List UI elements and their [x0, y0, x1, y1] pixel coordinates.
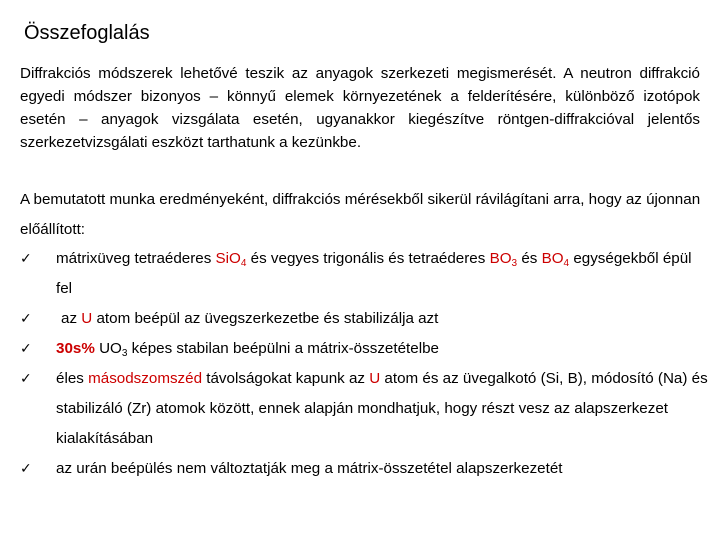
intro-paragraph: Diffrakciós módszerek lehetővé teszik az anyagok szerkezeti megismerését. A neutron diffrakció egyedi módszer bizonyos – könnyű elemek környezetének a felderítésére, különböző izotópok esetén – anyagok vizsgálata esetén, ugyanakkor kiegészítve röntgen-diffrakcióval jelentős szerkezetvizsgálati eszközt tarthatunk a kezünkbe. [20, 65, 700, 151]
bullet-text: az urán beépülés nem változtatják meg a mátrix-összetétel alapszerkezetét [56, 460, 563, 477]
list-item-matrix [20, 454, 710, 484]
bo4-formula: $BO_4$ [541, 250, 570, 269]
bullet-text: éles másodszomszéd távolságokat kapunk az U atom és az üvegalkotó (Si, B), módosító (Na) és stabilizáló (Zr) atomok között, ennek alapján mondhatjuk, hogy részt vesz az alapszerkezet kialakításában [56, 370, 708, 447]
bullet-text: az U atom beépül az üvegszerkezetbe és stabilizálja azt [61, 310, 439, 327]
slide-title: Összefoglalás [24, 22, 150, 44]
checkmark-icon: ✓ [20, 311, 32, 327]
percentage: 30s% [56, 340, 95, 357]
list-item-uo3 [20, 334, 710, 364]
checkmark-icon: ✓ [20, 371, 32, 387]
list-item-distances [20, 364, 710, 454]
lead-paragraph: A bemutatott munka eredményeként, diffrakciós mérésekből sikerül rávilágítani arra, hogy az újonnan előállított: [20, 191, 701, 238]
uranium-symbol: U [81, 310, 93, 327]
checkmark-icon: ✓ [20, 341, 32, 357]
uranium-symbol: U [369, 370, 381, 387]
bo3-formula: $BO_3$ [489, 250, 518, 269]
checkmark-icon: ✓ [20, 251, 32, 267]
results-list [20, 244, 710, 484]
list-item-uranium [20, 304, 710, 334]
sio4-formula: SiO$_4$ [215, 250, 247, 269]
list-item-structure [20, 244, 710, 304]
checkmark-icon: ✓ [20, 461, 32, 477]
second-neighbor: másodszomszéd [88, 370, 203, 387]
bullet-text: 30s% $UO_3$ képes stabilan beépülni a mátrix-összetételbe [56, 340, 439, 359]
bullet-text: mátrixüveg tetraéderes SiO$_4$ és vegyes trigonális és tetraéderes $BO_3$ és $BO_4$ egységekből épül fel [56, 250, 692, 297]
